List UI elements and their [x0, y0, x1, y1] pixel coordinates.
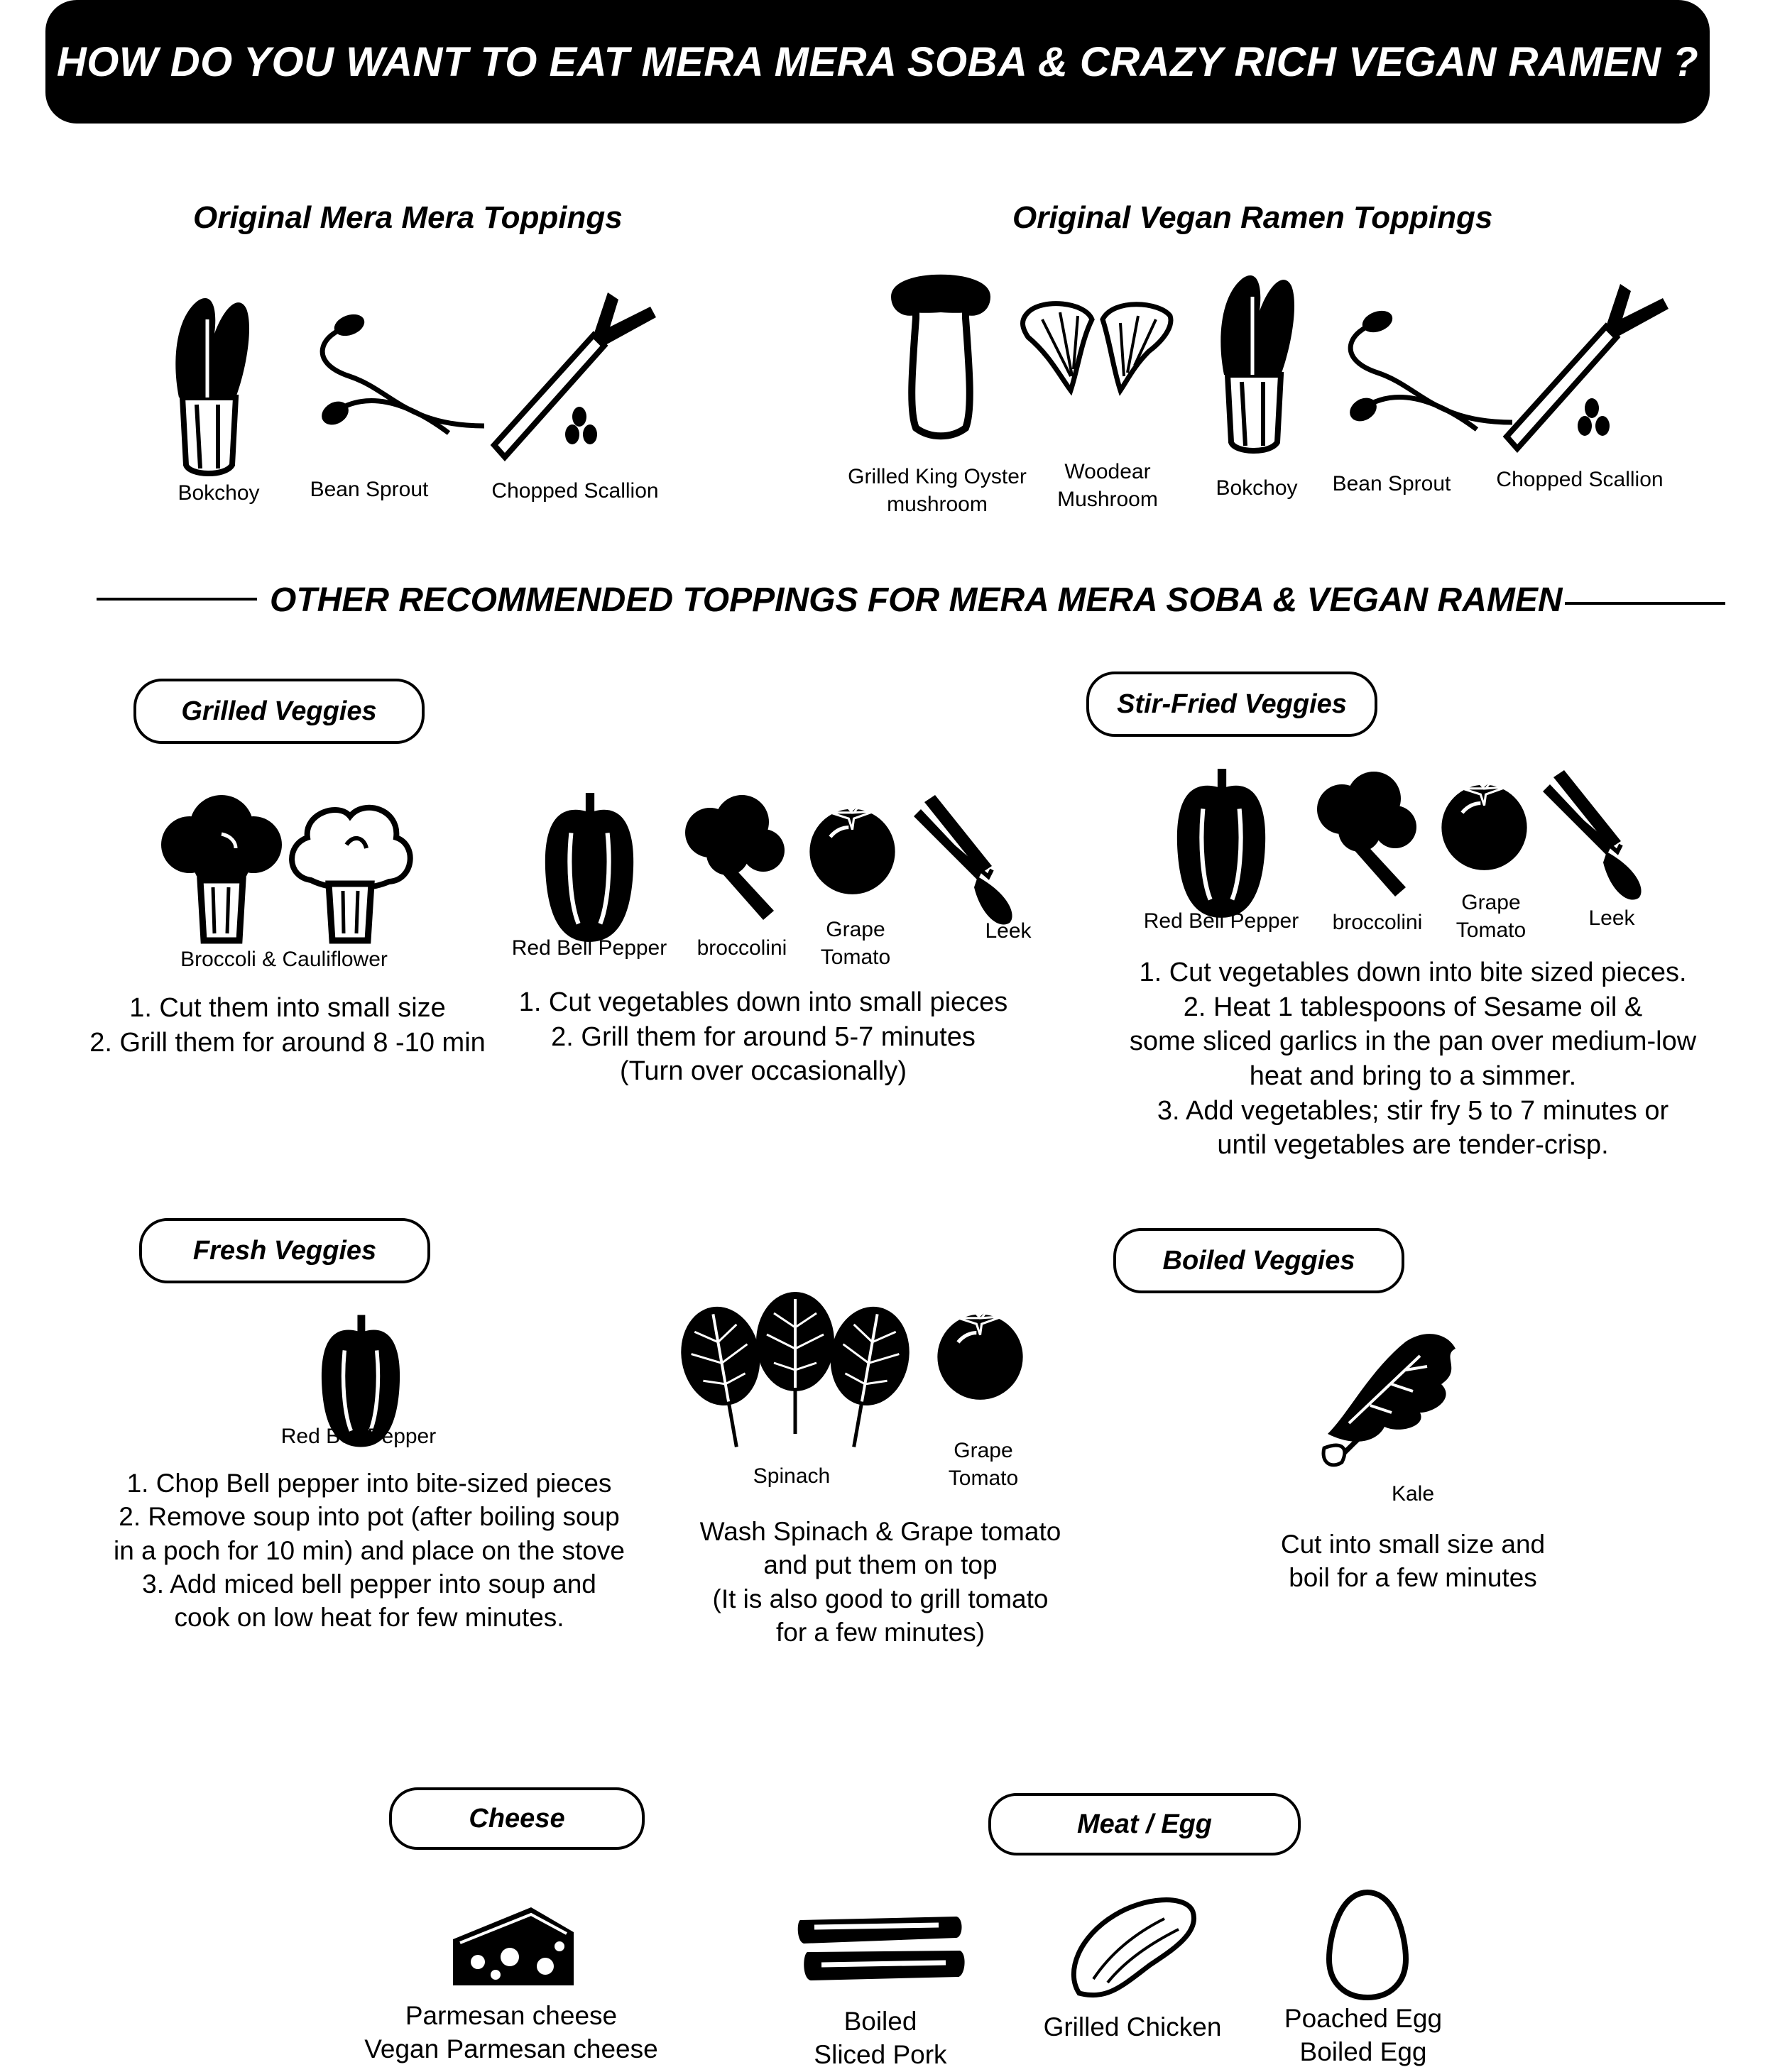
- leek-icon: [910, 795, 1024, 930]
- vegan-king-oyster-label: Grilled King Oyster mushroom: [848, 465, 1027, 516]
- cheese-pill: Cheese: [389, 1787, 645, 1850]
- cauliflower-icon: [283, 795, 417, 944]
- other-recommended-title: OTHER RECOMMENDED TOPPINGS FOR MERA MERA SOBA & VEGAN RAMEN: [270, 581, 1563, 619]
- egg-icon: [1325, 1888, 1410, 2002]
- mera-bokchoy-label: Bokchoy: [178, 481, 260, 505]
- red-bell-pepper-icon: [1172, 765, 1271, 921]
- vegan-scallion-label: Chopped Scallion: [1496, 468, 1664, 491]
- grilled-broccolini-label: broccolini: [697, 936, 787, 960]
- pork-label: Boiled Sliced Pork: [814, 2007, 947, 2070]
- vegan-woodear-label: Woodear Mushroom: [1057, 460, 1158, 511]
- grape-tomato-icon: [1440, 772, 1529, 872]
- fresh-pepper-steps: 1. Chop Bell pepper into bite-sized pieces 2. Remove soup into pot (after boiling soup in a poch for 10 min) and place on the stove 3. Add miced bell pepper into soup and cook on low heat for few minutes.: [114, 1469, 625, 1633]
- divider-right: [1565, 602, 1725, 605]
- grilled-tomato-label: Grape Tomato: [820, 918, 891, 969]
- grape-tomato-icon: [936, 1302, 1025, 1401]
- grilled-group1-steps: 1. Cut them into small size 2. Grill them for around 8 -10 min: [89, 993, 486, 1058]
- woodear-mushroom-icon: [1021, 298, 1177, 398]
- fresh-spinach-steps: Wash Spinach & Grape tomato and put them on top (It is also good to grill tomato for a few minutes): [699, 1517, 1061, 1648]
- stir-tomato-label: Grape Tomato: [1456, 891, 1526, 942]
- kale-label: Kale: [1391, 1482, 1435, 1506]
- mera-scallion-label: Chopped Scallion: [491, 479, 659, 503]
- scallion-icon: [480, 292, 665, 463]
- sliced-pork-icon: [797, 1909, 967, 1988]
- fresh-veggies-pill: Fresh Veggies: [139, 1218, 430, 1283]
- vegan-bean-sprout-label: Bean Sprout: [1332, 472, 1451, 495]
- cheese-icon: [446, 1904, 581, 1992]
- original-vegan-title: Original Vegan Ramen Toppings: [1012, 200, 1493, 235]
- fresh-tomato-label: Grape Tomato: [948, 1439, 1019, 1490]
- stir-fried-veggies-pill: Stir-Fried Veggies: [1086, 672, 1377, 737]
- broccolini-icon: [1310, 770, 1416, 905]
- grape-tomato-icon: [808, 796, 897, 896]
- bean-sprout-icon: [307, 305, 491, 447]
- broccolini-icon: [678, 794, 785, 928]
- stir-pepper-label: Red Bell Pepper: [1143, 909, 1299, 933]
- grilled-pepper-label: Red Bell Pepper: [511, 936, 667, 960]
- vegan-bokchoy-label: Bokchoy: [1216, 476, 1298, 500]
- grilled-group2-steps: 1. Cut vegetables down into small pieces 2. Grill them for around 5-7 minutes (Turn over occasionally): [518, 987, 1008, 1087]
- cheese-labels: Parmesan cheese Vegan Parmesan cheese: [364, 2001, 658, 2064]
- scallion-icon: [1492, 284, 1677, 454]
- bean-sprout-icon: [1335, 302, 1519, 444]
- divider-left: [97, 598, 257, 601]
- original-mera-title: Original Mera Mera Toppings: [193, 200, 623, 235]
- mera-bean-sprout-label: Bean Sprout: [310, 478, 429, 501]
- king-oyster-mushroom-icon: [888, 261, 994, 439]
- broccoli-icon: [158, 795, 285, 944]
- stir-fried-steps: 1. Cut vegetables down into bite sized pieces. 2. Heat 1 tablespoons of Sesame oil & some sliced garlics in the pan over medium-low heat and bring to a simmer. 3. Add vegetables; stir fry 5 to 7 minutes or until vegetables are tender-crisp.: [1129, 958, 1697, 1161]
- fresh-pepper-label: Red Bell Pepper: [280, 1425, 437, 1448]
- grilled-veggies-pill: Grilled Veggies: [133, 679, 425, 744]
- spinach-label: Spinach: [753, 1464, 831, 1488]
- bokchoy-icon: [158, 291, 264, 483]
- broccoli-cauliflower-label: Broccoli & Cauliflower: [180, 948, 388, 971]
- spinach-icon: [682, 1292, 909, 1455]
- boiled-steps: Cut into small size and boil for a few minutes: [1280, 1530, 1546, 1593]
- bokchoy-icon: [1203, 268, 1309, 460]
- stir-broccolini-label: broccolini: [1332, 911, 1423, 934]
- boiled-veggies-pill: Boiled Veggies: [1113, 1228, 1404, 1293]
- header-banner: [45, 0, 1710, 124]
- stir-leek-label: Leek: [1588, 906, 1635, 930]
- red-bell-pepper-icon: [540, 789, 639, 945]
- egg-label: Poached Egg Boiled Egg: [1284, 2004, 1443, 2067]
- leek-icon: [1539, 770, 1653, 905]
- kale-icon: [1321, 1327, 1470, 1469]
- grilled-chicken-icon: [1065, 1894, 1200, 2000]
- page-title: HOW DO YOU WANT TO EAT MERA MERA SOBA & CRAZY RICH VEGAN RAMEN ?: [56, 38, 1699, 85]
- meat-egg-pill: Meat / Egg: [988, 1793, 1301, 1856]
- grilled-leek-label: Leek: [985, 919, 1032, 943]
- chicken-label: Grilled Chicken: [1043, 2012, 1222, 2041]
